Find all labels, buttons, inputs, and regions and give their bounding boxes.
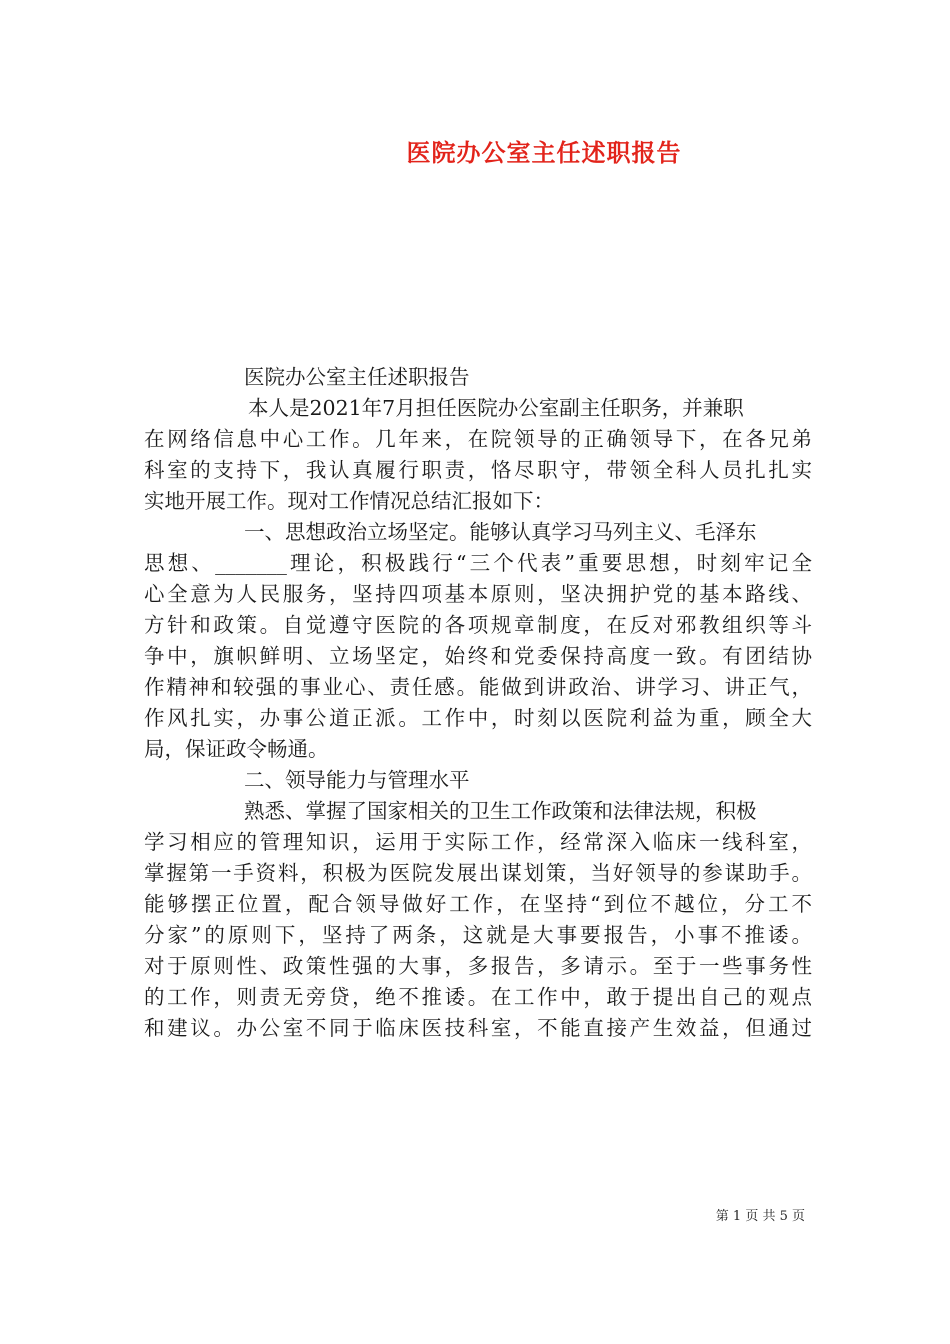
body-line: 熟悉、掌握了国家相关的卫生工作政策和法律法规，积极 (244, 799, 757, 823)
body-line: 和建议。办公室不同于临床医技科室，不能直接产生效益，但通过 (144, 1016, 812, 1040)
section-heading-2: 二、领导能力与管理水平 (244, 768, 470, 792)
body-line: 争中，旗帜鲜明、立场坚定，始终和党委保持高度一致。有团结协 (144, 644, 812, 668)
document-body (144, 362, 812, 1044)
body-line: 局，保证政令畅通。 (144, 737, 329, 761)
body-line: 学习相应的管理知识，运用于实际工作，经常深入临床一线科室， (144, 830, 812, 854)
body-line: 作风扎实，办事公道正派。工作中，时刻以医院利益为重，顾全大 (144, 706, 812, 730)
page-number-footer: 第 1 页 共 5 页 (715, 1209, 805, 1224)
body-line: 本人是2021年7月担任医院办公室副主任职务，并兼职 (248, 396, 744, 420)
section-heading-1: 一、思想政治立场坚定。能够认真学习马列主义、毛泽东 (244, 520, 757, 544)
body-line: 对于原则性、政策性强的大事，多报告，多请示。至于一些事务性 (144, 954, 812, 978)
body-line: 作精神和较强的事业心、责任感。能做到讲政治、讲学习、讲正气， (144, 675, 812, 699)
body-line: 实地开展工作。现对工作情况总结汇报如下： (144, 489, 554, 513)
body-line: 科室的支持下，我认真履行职责，恪尽职守，带领全科人员扎扎实 (144, 458, 812, 482)
body-line: 分家”的原则下，坚持了两条，这就是大事要报告，小事不推诿。 (144, 923, 812, 947)
body-line: 在网络信息中心工作。几年来，在院领导的正确领导下，在各兄弟 (144, 427, 812, 451)
body-line: 心全意为人民服务，坚持四项基本原则，坚决拥护党的基本路线、 (144, 582, 812, 606)
body-line-heading: 医院办公室主任述职报告 (244, 365, 470, 389)
body-line: 的工作，则责无旁贷，绝不推诿。在工作中，敢于提出自己的观点 (144, 985, 812, 1009)
body-line: 思想、_______理论，积极践行“三个代表”重要思想，时刻牢记全 (144, 551, 812, 575)
body-line: 方针和政策。自觉遵守医院的各项规章制度，在反对邪教组织等斗 (144, 613, 812, 637)
document-title: 医院办公室主任述职报告 (406, 138, 682, 167)
body-line: 掌握第一手资料，积极为医院发展出谋划策，当好领导的参谋助手。 (144, 861, 812, 885)
body-line: 能够摆正位置，配合领导做好工作，在坚持“到位不越位，分工不 (144, 892, 812, 916)
